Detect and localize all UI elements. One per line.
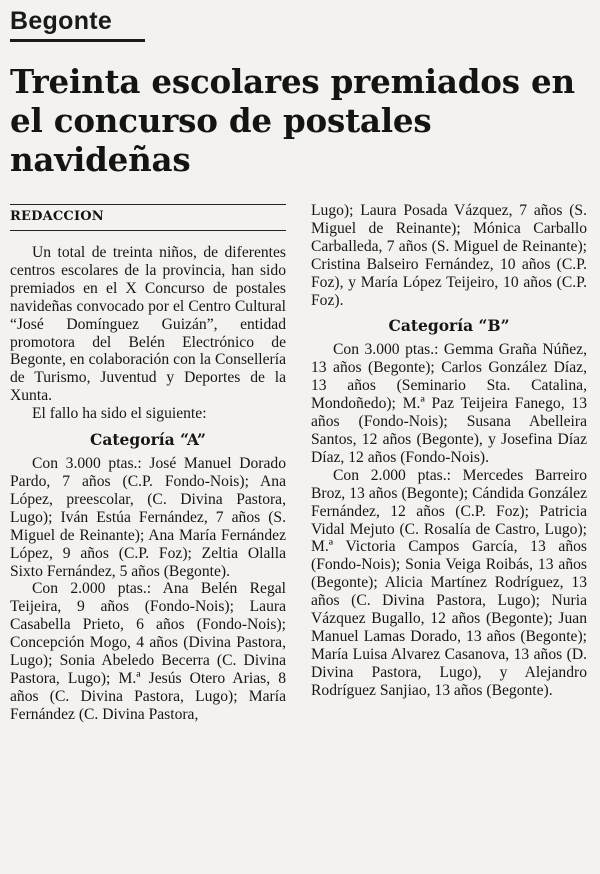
intro-paragraph: Un total de treinta niños, de diferentes centros escolares de la provincia, han sido premiados en el X Concurso de postales navideñas convocado por el Centro Cultural “José Domínguez Guizán”, entidad promotora del Belén Electrónico de Begonte, en colaboración con la Consellería de Turismo, Juventud y Deportes de la Xunta. — [10, 244, 286, 405]
byline: REDACCION — [10, 207, 286, 231]
section-label: Begonte — [10, 6, 145, 42]
article-column-left — [10, 244, 286, 724]
category-a-heading: Categoría “A” — [90, 430, 206, 450]
category-b-prize-3000: Con 3.000 ptas.: Gemma Graña Núñez, 13 años (Begonte); Carlos González Díaz, 13 años (Seminario Sta. Catalina, Mondoñedo); M.ª Paz Teijeira Fanego, 13 años (Fondo-Nois); Susana Abelleira Santos, 12 años (Begonte), y Josefina Díaz Díaz, 12 años (Fondo-Nois). — [311, 341, 587, 466]
category-a-prize-3000: Con 3.000 ptas.: José Manuel Dorado Pardo, 7 años (C.P. Fondo-Nois); Ana López, preescolar, (C. Divina Pastora, Lugo); Iván Estúa Fernández, 7 años (S. Miguel de Reinante); Ana María Fernández López, 9 años (C.P. Foz); Zeltia Olalla Sixto Fernández, 5 años (Begonte). — [10, 455, 286, 580]
fallo-paragraph: El fallo ha sido el siguiente: — [32, 405, 207, 423]
category-b-heading: Categoría “B” — [388, 316, 510, 336]
category-a-prize-2000-continued: Lugo); Laura Posada Vázquez, 7 años (S. Miguel de Reinante); Mónica Carballo Carballeda, 7 años (S. Miguel de Reinante); Cristina Balseiro Fernández, 10 años (C.P. Foz), y María López Teijeiro, 10 años (C.P. Foz). — [311, 202, 587, 309]
category-b-prize-2000: Con 2.000 ptas.: Mercedes Barreiro Broz, 13 años (Begonte); Cándida González Fernández, 12 años (C.P. Foz); Patricia Vidal Mejuto (C. Rosalía de Castro, Lugo); M.ª Victoria Campos García, 13 años (Fondo-Nois); Sonia Veiga Roibás, 13 años (Begonte); Alicia Martínez Rodríguez, 13 años (C. Divina Pastora, Lugo); Nuria Vázquez Bugallo, 12 años (Begonte); Juan Manuel Lamas Dorado, 13 años (Begonte); María Luisa Alvarez Casanova, 13 años (D. Divina Pastora, Lugo), y Alejandro Rodríguez Sanjiao, 13 años (Begonte). — [311, 466, 587, 699]
byline-top-rule — [10, 204, 286, 205]
article-column-right — [311, 202, 587, 700]
category-a-prize-2000: Con 2.000 ptas.: Ana Belén Regal Teijeira, 9 años (Fondo-Nois); Laura Casabella Prieto, 6 años (Fondo-Nois); Concepción Mogo, 4 años (Divina Pastora, Lugo); Sonia Abeledo Becerra (C. Divina Pastora, Lugo); M.ª Jesús Otero Arias, 8 años (C. Divina Pastora, Lugo); María Fernández (C. Divina Pastora, — [10, 580, 286, 723]
headline: Treinta escolares premiados en el concurso de postales navideñas — [10, 62, 575, 179]
